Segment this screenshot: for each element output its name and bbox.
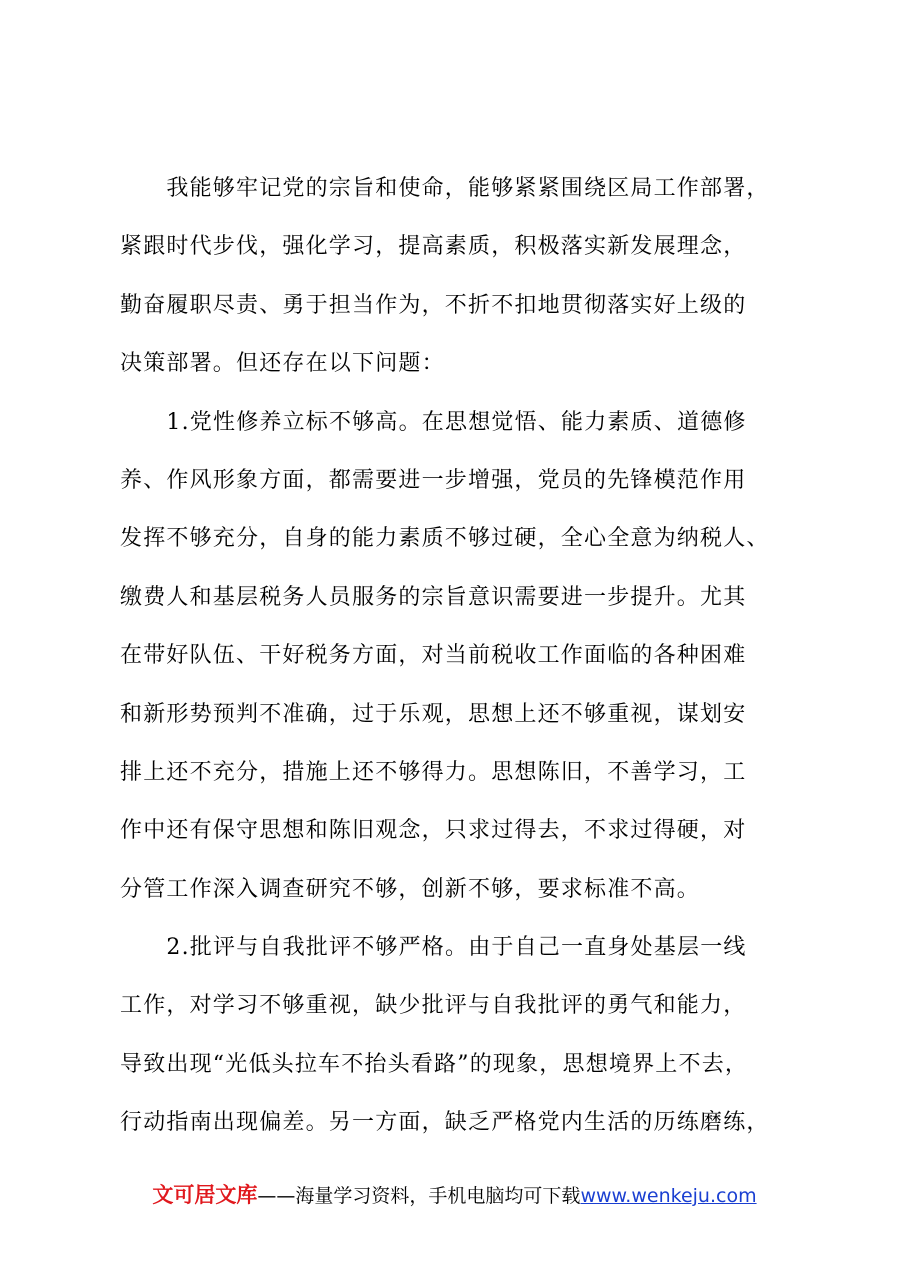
body-line-17: 行动指南出现偏差。另一方面，缺乏严格党内生活的历练磨练， [120, 1110, 770, 1136]
body-line-9: 在带好队伍、干好税务方面，对当前税收工作面临的各种困难 [120, 643, 747, 669]
footer-banner [0, 1180, 909, 1211]
body-line-16: 导致出现“光低头拉车不抬头看路”的现象，思想境界上不去， [120, 1051, 749, 1077]
body-line-12: 作中还有保守思想和陈旧观念，只求过得去，不求过得硬，对 [120, 818, 747, 844]
body-line-4: 决策部署。但还存在以下问题： [120, 351, 445, 377]
body-line-8: 缴费人和基层税务人员服务的宗旨意识需要进一步提升。尤其 [120, 584, 747, 610]
footer-brand: 文可居文库 [152, 1183, 258, 1207]
footer-tagline: ——海量学习资料，手机电脑均可下载 [257, 1185, 581, 1207]
body-line-6: 养、作风形象方面，都需要进一步增强，党员的先锋模范作用 [120, 467, 747, 493]
footer-link[interactable]: www.wenkeju.com [580, 1185, 757, 1207]
body-line-2: 紧跟时代步伐，强化学习，提高素质，积极落实新发展理念， [120, 234, 747, 260]
body-line-11: 排上还不充分，措施上还不够得力。思想陈旧，不善学习，工 [120, 759, 747, 785]
body-line-7: 发挥不够充分，自身的能力素质不够过硬，全心全意为纳税人、 [120, 526, 770, 552]
body-line-5: 1.党性修养立标不够高。在思想觉悟、能力素质、道德修 [120, 409, 747, 435]
body-line-13: 分管工作深入调查研究不够，创新不够，要求标准不高。 [120, 876, 701, 902]
body-line-10: 和新形势预判不准确，过于乐观，思想上还不够重视，谋划安 [120, 701, 747, 727]
document-body [120, 160, 810, 1153]
body-line-15: 工作，对学习不够重视，缺少批评与自我批评的勇气和能力， [120, 993, 747, 1019]
body-line-3: 勤奋履职尽责、勇于担当作为，不折不扣地贯彻落实好上级的 [120, 292, 747, 318]
body-line-1: 我能够牢记党的宗旨和使命，能够紧紧围绕区局工作部署， [120, 176, 770, 201]
body-line-14: 2.批评与自我批评不够严格。由于自己一直身处基层一线 [120, 935, 747, 961]
